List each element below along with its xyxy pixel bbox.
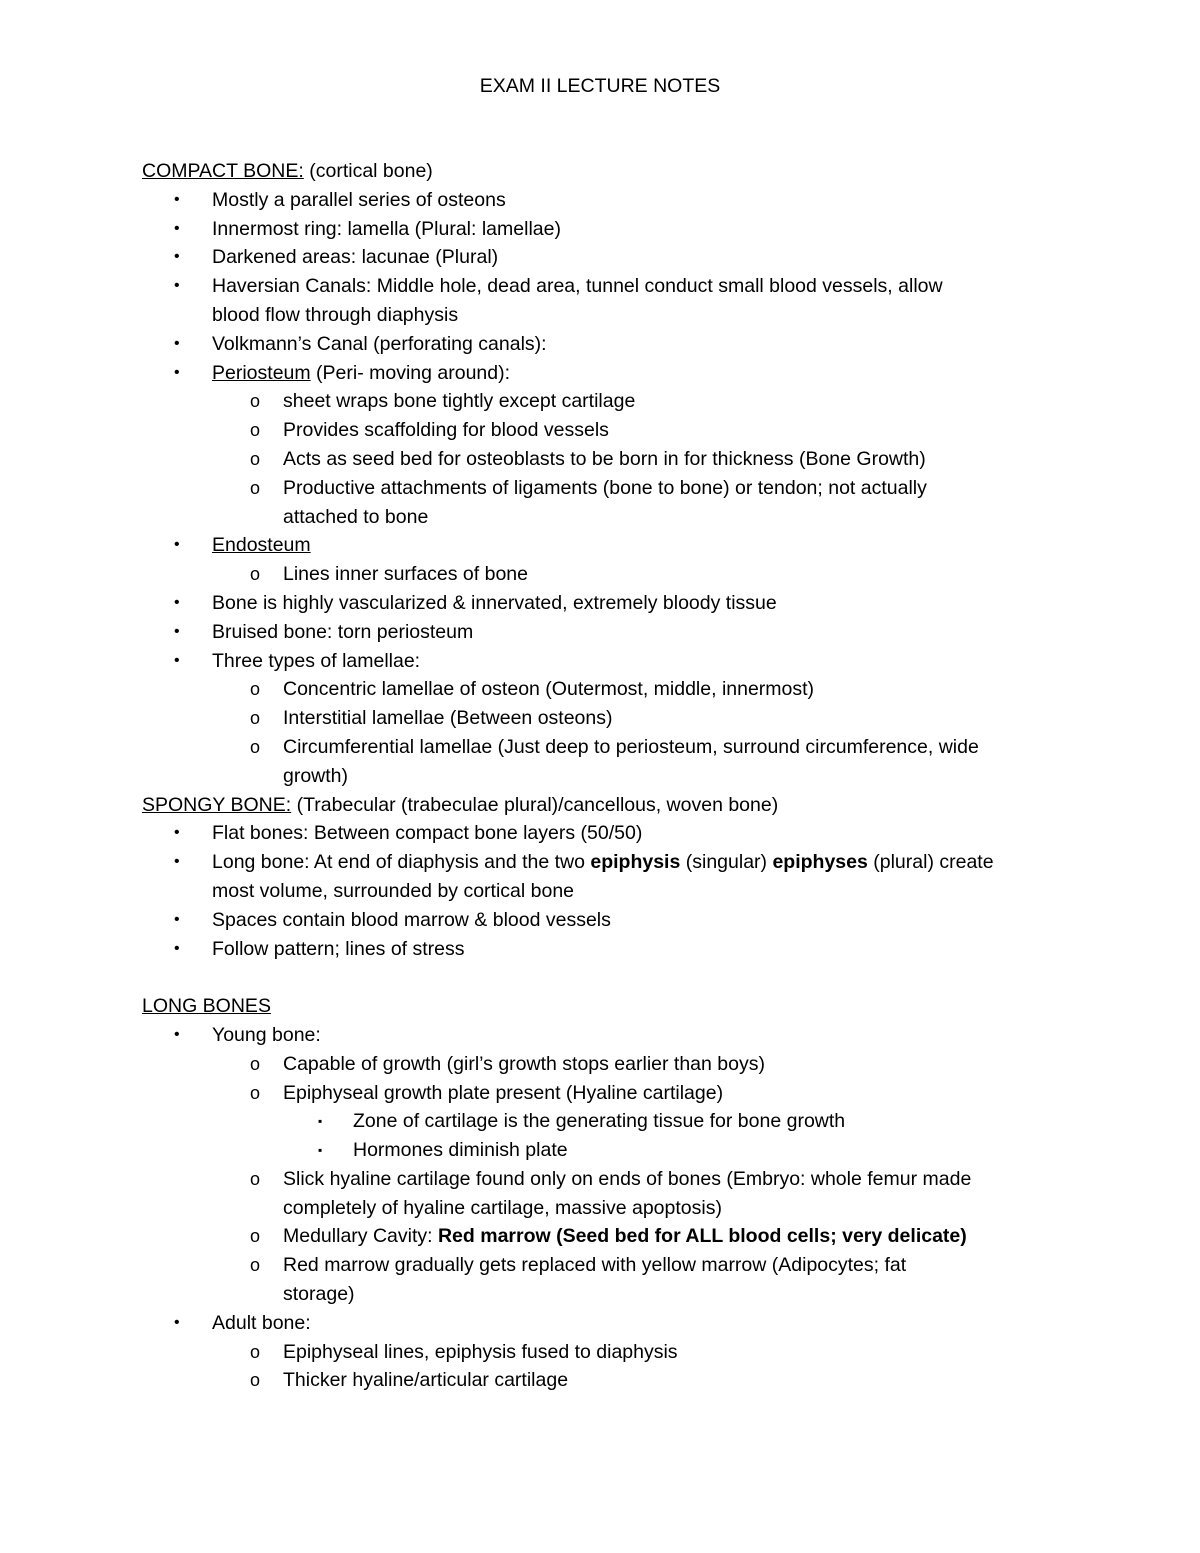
sub-list-item-continuation: completely of hyaline cartilage, massive apoptosis): [283, 1196, 722, 1219]
sub-list-item: [142, 675, 1072, 704]
sub-list-item: [142, 1079, 1072, 1108]
bullet-icon: •: [174, 939, 180, 957]
notes-body: [142, 157, 1072, 1395]
sub-list-item: [142, 1251, 1072, 1280]
circle-bullet-icon: o: [250, 1168, 261, 1189]
list-item-text: Adult bone:: [212, 1311, 311, 1334]
sub-list-item: [142, 1366, 1072, 1395]
sub-list-item: [142, 445, 1072, 474]
list-item: [142, 819, 1072, 848]
sub-list-item-continuation: storage): [283, 1283, 355, 1306]
list-item-text: Innermost ring: lamella (Plural: lamellae): [212, 217, 561, 240]
heading-label: SPONGY BONE:: [142, 793, 292, 816]
circle-bullet-icon: o: [250, 679, 261, 700]
circle-bullet-icon: o: [250, 1255, 261, 1276]
sub-list-item: [142, 416, 1072, 445]
sub-list-item-continuation: growth): [283, 764, 349, 787]
bullet-icon: •: [174, 1313, 180, 1331]
list-item-text: Bone is highly vascularized & innervated, extremely bloody tissue: [212, 591, 777, 614]
sub-list-item-text: Epiphyseal growth plate present (Hyaline cartilage): [283, 1081, 724, 1104]
section-heading-spongy-bone: [142, 791, 1072, 820]
bullet-icon: •: [174, 277, 180, 295]
sub-list-item-text: Acts as seed bed for osteoblasts to be born in for thickness (Bone Growth): [283, 447, 926, 470]
term-epiphyses: epiphyses: [772, 851, 868, 874]
list-item: [142, 848, 1072, 877]
list-item-endosteum: [142, 531, 1072, 560]
sub-list-item: [142, 560, 1072, 589]
list-item-text: (Peri- moving around):: [310, 361, 511, 384]
list-item: [142, 215, 1072, 244]
list-item: [142, 589, 1072, 618]
sub-list-item-text: Productive attachments of ligaments (bone to bone) or tendon; not actually: [283, 476, 927, 499]
sub-list-item-text: Interstitial lamellae (Between osteons): [283, 707, 613, 730]
sub-sub-list-item-text: Zone of cartilage is the generating tissue for bone growth: [353, 1110, 846, 1133]
list-item: [142, 1309, 1072, 1338]
sub-list-item: [142, 474, 1072, 503]
sub-list-item-text: Medullary Cavity:: [283, 1225, 438, 1248]
list-item: [142, 647, 1072, 676]
list-item-text: Bruised bone: torn periosteum: [212, 620, 474, 643]
term-endosteum: Endosteum: [212, 534, 311, 557]
bold-text-red-marrow: Red marrow (Seed bed for ALL blood cells; very delicate): [437, 1225, 967, 1248]
list-item: [142, 186, 1072, 215]
sub-list-item: [142, 1165, 1072, 1194]
circle-bullet-icon: o: [250, 708, 261, 729]
bullet-icon: •: [174, 190, 180, 208]
circle-bullet-icon: o: [250, 1053, 261, 1074]
bullet-icon: •: [174, 910, 180, 928]
sub-list-item-continuation: attached to bone: [283, 505, 429, 528]
sub-list-item-text: Lines inner surfaces of bone: [283, 563, 528, 586]
list-item-continuation: most volume, surrounded by cortical bone: [212, 879, 575, 902]
heading-label: COMPACT BONE:: [142, 160, 304, 182]
list-item-text: Follow pattern; lines of stress: [212, 937, 465, 960]
list-item-text: Flat bones: Between compact bone layers (50/50): [212, 822, 643, 845]
list-item: [142, 272, 1072, 301]
heading-label: LONG BONES: [142, 995, 271, 1018]
sub-list-item-text: Provides scaffolding for blood vessels: [283, 419, 609, 442]
bullet-icon: •: [174, 248, 180, 266]
page-title: EXAM II LECTURE NOTES: [479, 75, 721, 97]
circle-bullet-icon: o: [250, 448, 261, 469]
bullet-icon: •: [174, 853, 180, 871]
bullet-icon: •: [174, 363, 180, 381]
section-heading-long-bones: [142, 992, 1072, 1021]
bullet-icon: •: [174, 622, 180, 640]
list-item-text: (plural) create: [867, 851, 994, 874]
circle-bullet-icon: o: [250, 1226, 261, 1247]
sub-list-item-text: Thicker hyaline/articular cartilage: [283, 1369, 569, 1392]
list-item: [142, 935, 1072, 964]
term-periosteum: Periosteum: [212, 361, 311, 384]
sub-list-item-text: sheet wraps bone tightly except cartilage: [283, 390, 636, 413]
bullet-icon: •: [174, 334, 180, 352]
sub-list-item: [142, 387, 1072, 416]
list-item-text: Mostly a parallel series of osteons: [212, 188, 506, 211]
bullet-icon: •: [174, 593, 180, 611]
sub-sub-list-item: [142, 1107, 1072, 1136]
list-item: [142, 906, 1072, 935]
circle-bullet-icon: o: [250, 420, 261, 441]
circle-bullet-icon: o: [250, 1341, 261, 1362]
sub-list-item-text: Epiphyseal lines, epiphysis fused to diaphysis: [283, 1340, 678, 1363]
list-item: [142, 330, 1072, 359]
sub-list-item-text: Capable of growth (girl’s growth stops earlier than boys): [283, 1052, 765, 1075]
heading-subtitle: (Trabecular (trabeculae plural)/cancellous, woven bone): [291, 793, 779, 816]
sub-sub-list-item-text: Hormones diminish plate: [353, 1139, 568, 1162]
blank-line: [142, 963, 1072, 992]
list-item-text: Darkened areas: lacunae (Plural): [212, 246, 499, 269]
list-item: [142, 1021, 1072, 1050]
circle-bullet-icon: o: [250, 736, 261, 757]
term-epiphysis: epiphysis: [590, 851, 681, 874]
list-item-text: Long bone: At end of diaphysis and the two: [212, 851, 591, 874]
section-heading-compact-bone: [142, 157, 1072, 186]
sub-list-item: [142, 704, 1072, 733]
bullet-icon: •: [174, 219, 180, 237]
list-item-continuation: blood flow through diaphysis: [212, 303, 459, 326]
sub-list-item-text: Red marrow gradually gets replaced with yellow marrow (Adipocytes; fat: [283, 1254, 907, 1277]
circle-bullet-icon: o: [250, 1082, 261, 1103]
sub-list-item: [142, 1222, 1072, 1251]
sub-list-item: [142, 733, 1072, 762]
list-item-text: Three types of lamellae:: [212, 649, 421, 672]
sub-list-item: [142, 1050, 1072, 1079]
circle-bullet-icon: o: [250, 564, 261, 585]
bullet-icon: •: [174, 651, 180, 669]
sub-list-item-text: Slick hyaline cartilage found only on ends of bones (Embryo: whole femur made: [283, 1167, 972, 1190]
bullet-icon: •: [174, 824, 180, 842]
list-item-text: Young bone:: [212, 1023, 321, 1046]
bullet-icon: •: [174, 1025, 180, 1043]
sub-sub-list-item: [142, 1136, 1072, 1165]
list-item-periosteum: [142, 359, 1072, 388]
circle-bullet-icon: o: [250, 391, 261, 412]
bullet-icon: •: [174, 536, 180, 554]
list-item-text: Volkmann’s Canal (perforating canals):: [212, 332, 547, 355]
heading-subtitle: (cortical bone): [303, 160, 433, 182]
sub-list-item-text: Concentric lamellae of osteon (Outermost, middle, innermost): [283, 678, 815, 701]
square-bullet-icon: ▪: [318, 1143, 323, 1158]
list-item-text: Haversian Canals: Middle hole, dead area, tunnel conduct small blood vessels, allow: [212, 275, 943, 298]
sub-list-item: [142, 1338, 1072, 1367]
list-item-text: (singular): [680, 851, 773, 874]
sub-list-item-text: Circumferential lamellae (Just deep to periosteum, surround circumference, wide: [283, 735, 979, 758]
circle-bullet-icon: o: [250, 1370, 261, 1391]
square-bullet-icon: ▪: [318, 1114, 323, 1129]
list-item-text: Spaces contain blood marrow & blood vessels: [212, 908, 611, 931]
list-item: [142, 618, 1072, 647]
list-item: [142, 243, 1072, 272]
circle-bullet-icon: o: [250, 477, 261, 498]
